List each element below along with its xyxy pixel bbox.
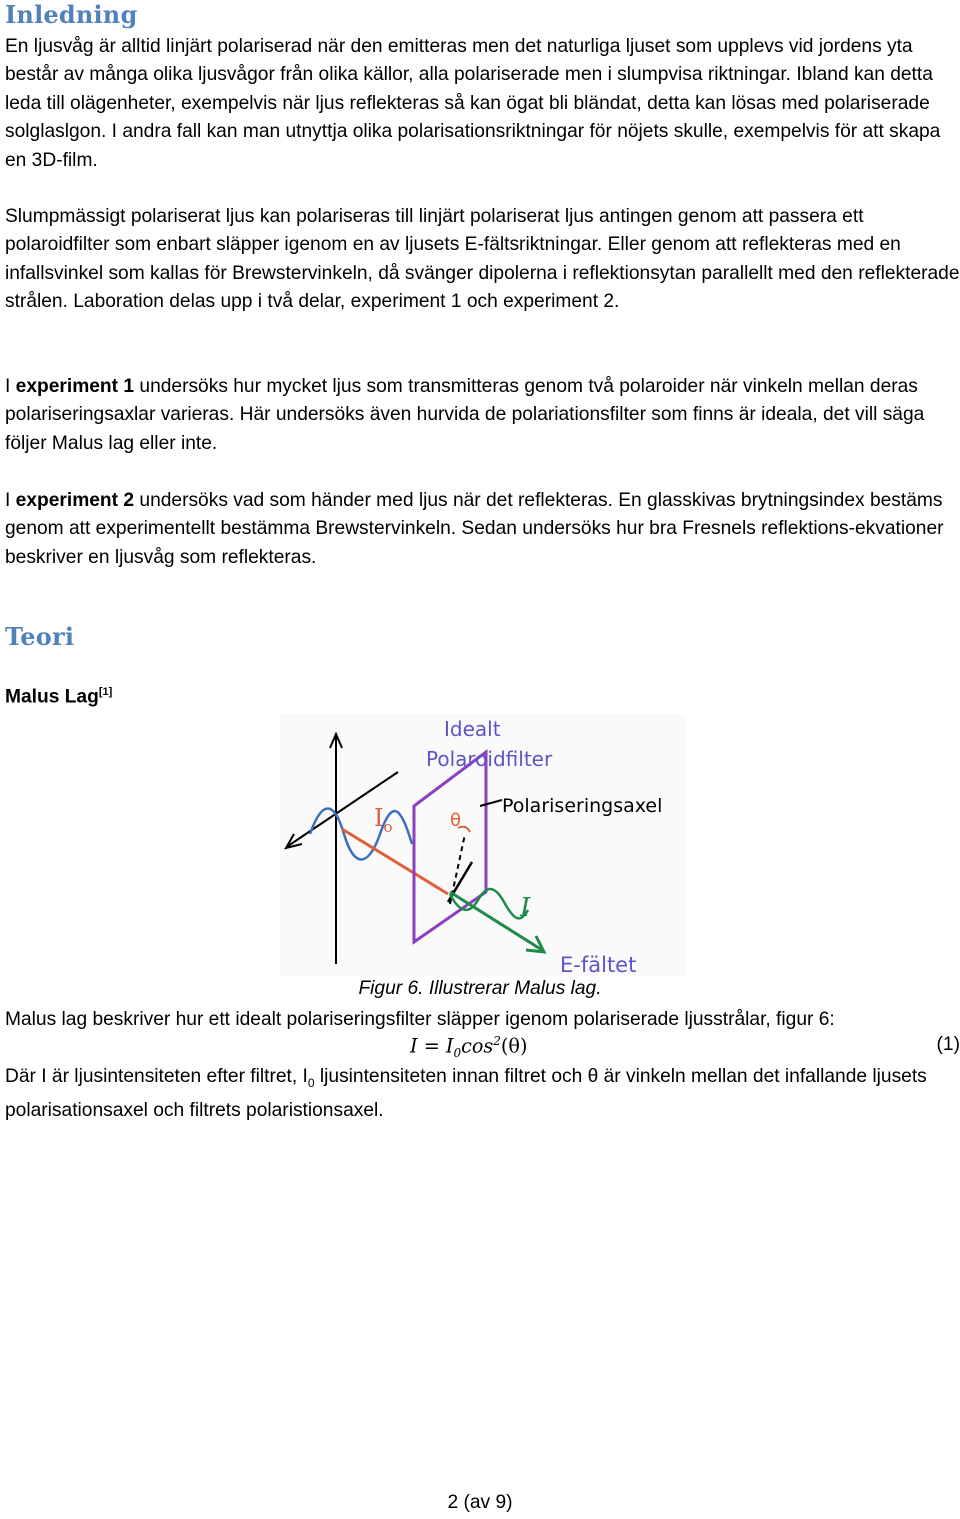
incident-ray [342,829,448,894]
intro-paragraph-4 [5,487,960,572]
label-i0: I [374,804,384,832]
label-theta: θ [450,810,462,831]
p4-post: undersöks vad som händer med ljus när det reflekteras. En glasskivas brytningsindex bestäms genom att experimentellt bestämma Brewstervinkeln. Sedan undersöks hur bra Fresnels reflektions-ekvationer beskriver en ljusvåg som reflekteras. [5,490,944,568]
axis-label-pointer [480,800,502,806]
label-i0-subscript: o [383,818,393,836]
p3-post: undersöks hur mycket ljus som transmitteras genom två polaroider när vinkeln mellan deras polariseringsaxlar varieras. Här undersöks även hurvida de polariationsfilter som finns är ideala, det vill säga följer Malus lag eller inte. [5,376,925,454]
page-number: 2 (av 9) [447,1492,513,1513]
label-transmitted-intensity: I [520,893,531,923]
heading-inledning: Inledning [5,0,138,29]
svg-text:Io [374,804,393,836]
equation-body [410,1034,527,1060]
heading-teori: Teori [5,622,75,651]
eq-lhs: I [410,1034,418,1058]
p3-experiment-1: experiment 1 [15,376,135,397]
label-polarization-axis: Polariseringsaxel [502,795,663,817]
label-polaroid-filter: Polaroidfilter [426,747,553,771]
transmitted-wave [450,889,528,918]
eq-i: I [445,1034,454,1058]
malus-explanation [5,1063,960,1126]
eq-equals: = [417,1034,446,1058]
explanation-part-a: Där I är ljusintensiteten efter filtret, I [5,1066,308,1087]
intro-paragraph-3 [5,373,960,458]
explanation-part-b: ljusintensiteten innan filtret och θ är vinkeln mellan det infallande ljusets polarisationsaxel och filtrets polaristionsaxel. [5,1066,927,1122]
p4-experiment-2: experiment 2 [15,490,135,511]
p3-pre: I [5,376,16,397]
intro-paragraph-2: Slumpmässigt polariserat ljus kan polariseras till linjärt polariserat ljus antingen genom att passera ett polaroidfilter som enbart släpper igenom en av ljusets E-fältsriktningar. Eller genom att reflekteras med en infallsvinkel som kallas för Brewstervinkeln, då svänger dipolerna i reflektionsytan parallellt med den reflekterade strålen. Laboration delas upp i två delar, experiment 1 och experiment 2. [5,206,960,313]
equation-malus [0,1034,960,1064]
figure-caption: Figur 6. Illustrerar Malus lag. [358,978,602,999]
malus-law-figure [280,714,685,976]
eq-subscript: 0 [453,1046,462,1061]
polaroid-filter [414,752,486,942]
equation-number: (1) [936,1034,960,1055]
subheading-text: Malus Lag [5,686,99,708]
incident-wave [310,809,412,860]
subheading-malus-lag [5,686,112,708]
malus-law-illustration [280,714,685,976]
malus-description: Malus lag beskriver hur ett idealt polariseringsfilter släpper igenom polariserade ljusstrålar, figur 6: [5,1009,835,1030]
eq-cos: cos [461,1034,494,1058]
subheading-reference: [1] [98,686,113,698]
eq-superscript: 2 [493,1034,501,1048]
p4-pre: I [5,490,16,511]
label-ideal: Idealt [444,717,501,741]
explanation-subscript: 0 [307,1075,315,1090]
intro-paragraph-1: En ljusvåg är alltid linjärt polariserad när den emitteras men det naturliga ljuset som upplevs vid jordens yta består av många olika ljusvågor från olika källor, alla polariserade men i slumpvisa riktningar. Ibland kan detta leda till olägenheter, exempelvis när ljus reflekteras så kan ögat bli bländat, detta kan lösas med polariserade solglaslgon. I andra fall kan man utnyttja olika polarisationsriktningar för nöjets skulle, exempelvis för att skapa en 3D-film. [5,36,941,171]
eq-argument: (θ) [500,1034,528,1058]
label-e-field: E-fältet [560,953,637,976]
